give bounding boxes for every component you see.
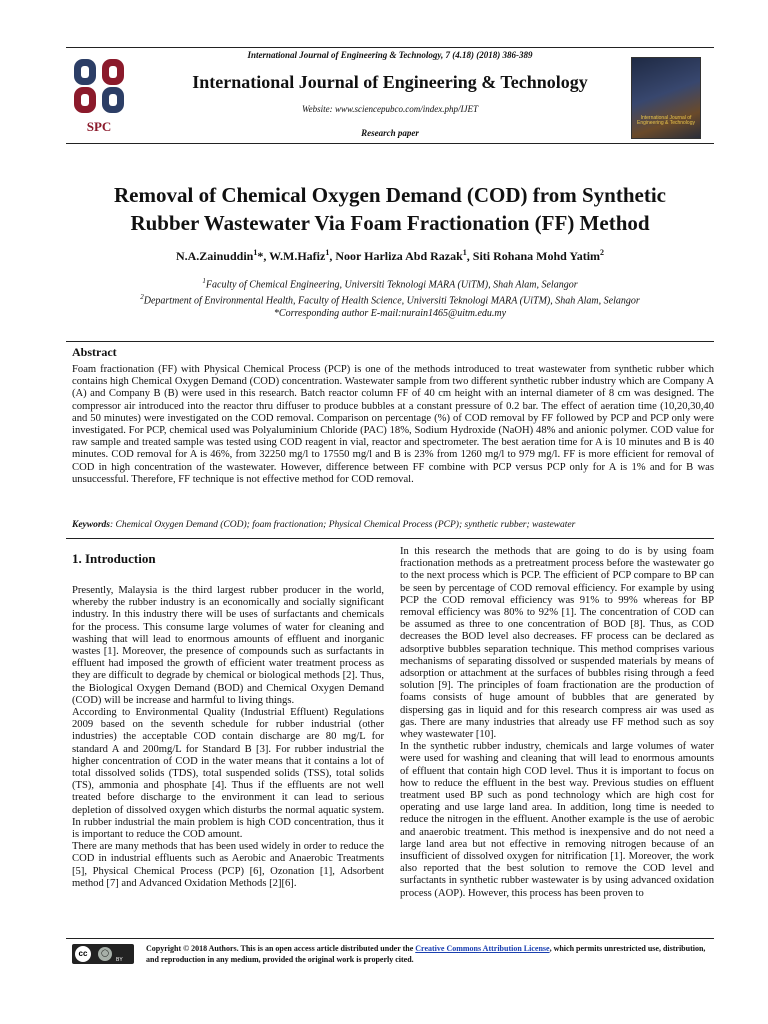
journal-cover-image [631, 57, 701, 139]
header-top-rule [66, 47, 714, 48]
header-bottom-rule [66, 143, 714, 144]
cover-title: International Journal of Engineering & Technology [636, 115, 695, 126]
cc-icon: cc [75, 946, 91, 962]
author: N.A.Zainuddin$^1$* [175, 248, 264, 263]
abstract-top-rule [66, 341, 714, 342]
footer-rule [66, 938, 714, 939]
author: Noor Harliza Abd Razak$^1$ [335, 248, 467, 263]
paragraph: There are many methods that has been used widely in order to reduce the COD in industrial effluents such as Aerobic and Anaerobic Treatments [5], Physical Chemical Process (PCP) [6], Ozonation [1], Adsorbent method [7] and Advanced Oxidation Methods [2][6]. [72, 841, 384, 889]
affiliations [66, 275, 714, 320]
website-link[interactable]: www.sciencepubco.com/index.php/IJET [334, 104, 478, 114]
corresponding-author: *Corresponding author E-mail:nurain1465@uitm.edu.my [273, 307, 507, 319]
by-label: BY [116, 957, 123, 963]
abstract-text: Foam fractionation (FF) with Physical Chemical Process (PCP) is one of the methods introduced to treat wastewater from synthetic rubber which contains high Chemical Oxygen Demand (COD) concentration. Wastewater sample from two different synthetic rubber industry which are Company A (A) and Company B (B) were used in this research. Batch reactor column FF of 40 cm height with an internal diameter of 8 cm was designed. The compressor air introduced into the reactor thru diffuser to produce bubbles at a constant pressure of 0.2 bar. The effect of aeration time (10,20,30,40 and 50 minutes) were investigated on the COD removal. Comparison on percentage (%) of COD removal by FF followed by PCP and PCP only were investigated. For PCP, chemical used was Polyaluminium Chloride (PAC) 18%, Sodium Hydroxide (NaOH) 48% and anionic polymer. COD value for raw sample and treated sample was tested using COD reagent in vial, reactor and spectrometer. The best aeration time for A is 10 minutes and B is 40 minutes. COD removal for A is 46%, from 32250 mg/l to 17550 mg/l and B is 23% from 1260 mg/l to 979 mg/l. FF is more efficient for removal of COD in high concentration of the wastewater. However, difference between FF combine with PCP versus PCP only for A is 1% and for B was unsuccessful. Therefore, FF technique is not effective method for COD removal. [72, 364, 714, 485]
affiliation-2: $^2$Department of Environmental Health, Faculty of Health Science, Universiti Teknologi MARA (UiTM), Shah Alam, Selangor [140, 293, 640, 307]
right-column [400, 546, 714, 900]
copyright-notice [146, 943, 716, 965]
author-list: N.A.Zainuddin$^1$*, W.M.Hafiz$^1$, Noor Harliza Abd Razak$^1$, Siti Rohana Mohd Yatim$^2$ [175, 248, 605, 263]
paragraph: Presently, Malaysia is the third largest rubber producer in the world, whereby the rubber industry is an economically and socially significant industry. In this industry there will be uses of surfactants and chemicals for the process. This consume large volumes of water for cleaning and washing that will lead to enormous amounts of effluent and inorganic wastes [1]. Moreover, the presence of compounds such as surfactants in effluent had imposed the growth of efficient water treatment process as they are difficult to degrade by chemical or biological methods [2]. Thus, the Biological Oxygen Demand (BOD) and Chemical Oxygen Demand (COD) will be increase and harmful to living things. [72, 585, 384, 706]
abstract-bottom-rule [66, 538, 714, 539]
paragraph: In the synthetic rubber industry, chemicals and large volumes of water were used for washing and cleaning that will lead to enormous amounts of effluent that contain high COD level. Thus it is important to focus on how to reduce the effluent in the best way. Previous studies on effluent treatment used BP such as pond technology which are high cost for operating and use large land area. In addition, long time is needed to reduce the nitrogen in the effluent. Another example is the use of aerobic and anaerobic treatment. This method is inexpensive and do not need a large land area but not effective in removing nitrogen because of an insufficient of dissolved oxygen for nitrification [1]. Moreover, the work also reported that the best solution to remove the COD level and surfactants in synthetic rubber wastewater is by using advanced oxidation process (AOP). However, this process has been proven to [400, 741, 714, 899]
paper-title-line-1: Removal of Chemical Oxygen Demand (COD) from Synthetic [114, 183, 666, 207]
copyright-prefix: Copyright © 2018 Authors. This is an open access article distributed under the [146, 944, 416, 953]
author: Siti Rohana Mohd Yatim$^2$ [472, 248, 605, 263]
journal-citation: International Journal of Engineering & Technology, 7 (4.18) (2018) 386-389 [247, 50, 533, 60]
paragraph: According to Environmental Quality (Industrial Effluent) Regulations 2009 based on the seventh schedule for rubber industrial (other industries) the acceptable COD contain discharge are 80 mg/L for standard A and 200mg/L for Standard B [3]. For rubber industrial the higher concentration of COD in the water means that it contains a lot of total dissolved solids (TDS), total suspended solids (TSS), total solids (TS), ammonia and phosphate [4]. Thus if the effluents are not well treated before discharge to the environment it can lead to serious depletion of dissolved oxygen which disturbs the normal aquatic system. In rubber industrial the main problem is high COD concentration, thus it is important to reduce the COD amount. [72, 707, 384, 841]
license-link[interactable]: Creative Commons Attribution License [415, 944, 550, 953]
copyright-suffix: , which permits unrestricted use, distribution, and reproduction in any medium, provided the original work is properly cited. [146, 944, 706, 964]
publisher-logo [68, 55, 138, 135]
author: W.M.Hafiz$^1$ [269, 248, 330, 263]
paper-title [80, 181, 700, 237]
keywords [72, 520, 714, 530]
logo-text: SPC [86, 119, 112, 134]
journal-website [140, 104, 640, 114]
paper-title-line-2: Rubber Wastewater Via Foam Fractionation (FF) Method [130, 211, 650, 235]
keywords-label: Keywords [72, 520, 110, 530]
website-label: Website: [302, 104, 333, 114]
cc-by-license-badge[interactable] [72, 944, 134, 964]
journal-title: International Journal of Engineering & Technology [192, 72, 588, 92]
paragraph: In this research the methods that are going to do is by using foam fractionation methods as a pretreatment process before the wastewater go to the next process which is PCP. The efficient of PCP compare to BP can be seen by percentage of COD removal efficiency. For example by using PCP the COD removal efficiency was 91% to 99% whereas for BP removal efficiency was 80% to 92% [1]. The concentration of COD can be assumed as three to one concentration of BOD [8]. Thus, as COD decreases the BOD level also decreases. FF process can be declared as adsorptive bubbles separation technique. This method comprises various mechanisms of separating dissolved or suspended materials by means of adsorption or attachment at the surfaces of bubbles rising through a feed solution [9]. The principles of foam fractionation are the production of foams consists of huge amount of bubbles that are generated by dispersing gas in liquid and for this research compress air was used as gas. There are many industries that already use FF method such as soy whey wastewater [10]. [400, 546, 714, 741]
spc-logo-icon [68, 55, 138, 135]
affiliation-1: $^1$Faculty of Chemical Engineering, Universiti Teknologi MARA (UiTM), Shah Alam, Selangor [202, 277, 578, 291]
attribution-icon: ◯ [98, 947, 112, 961]
paper-type: Research paper [361, 128, 419, 138]
abstract-heading: Abstract [72, 345, 117, 359]
section-heading-introduction: 1. Introduction [72, 551, 156, 566]
left-column [72, 585, 384, 890]
keywords-text: : Chemical Oxygen Demand (COD); foam fractionation; Physical Chemical Process (PCP); synthetic rubber; wastewater [110, 520, 576, 530]
